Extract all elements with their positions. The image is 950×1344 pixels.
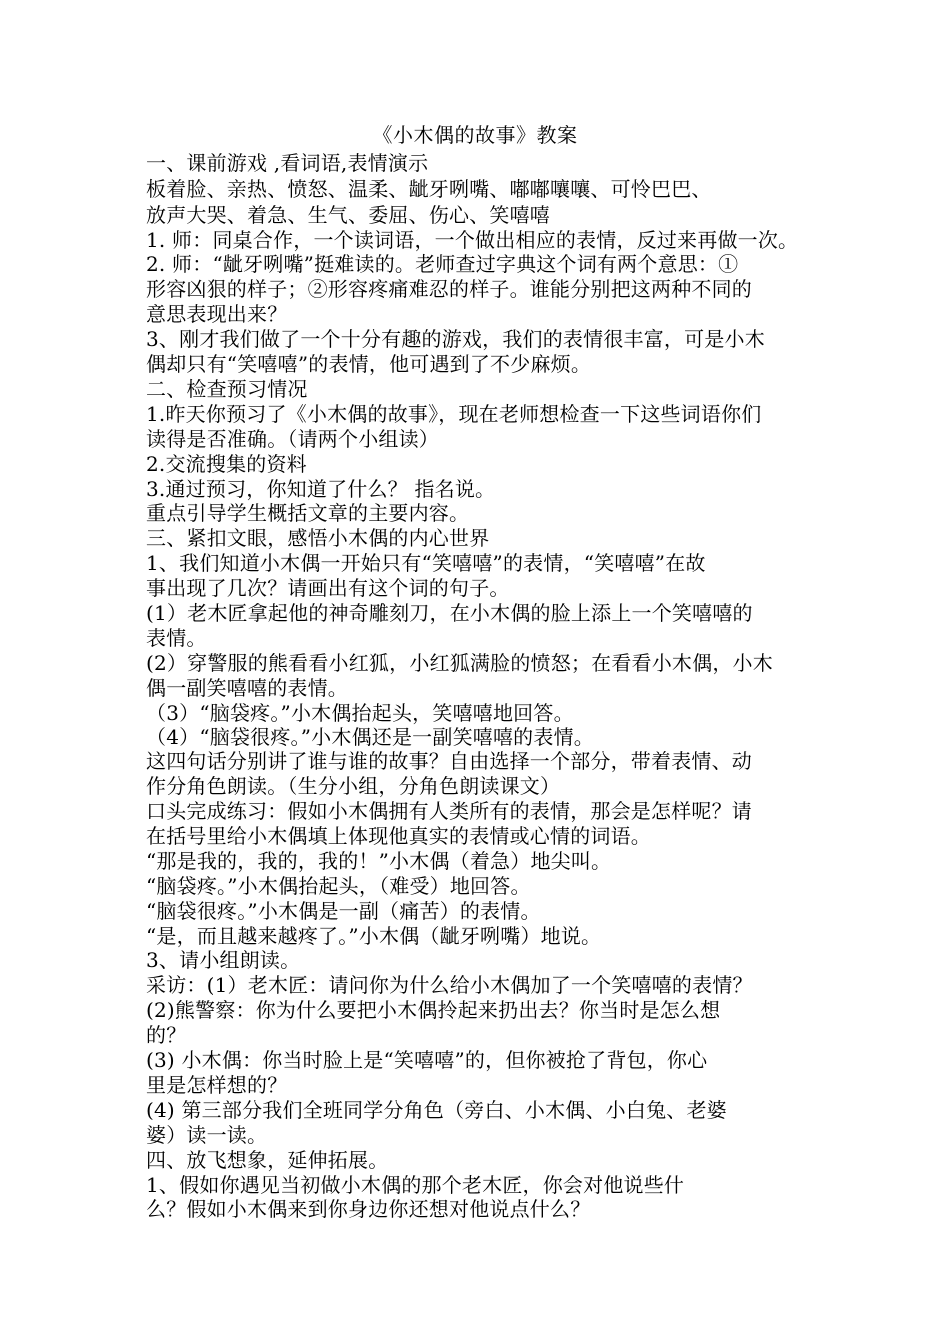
paragraph-line: 3.通过预习，你知道了什么？ 指名说。 [146, 477, 496, 501]
paragraph-line: 偶一副笑嘻嘻的表情。 [146, 676, 348, 700]
paragraph-line: 1、假如你遇见当初做小木偶的那个老木匠，你会对他说些什 [146, 1173, 685, 1197]
paragraph-line: (3) 小木偶：你当时脸上是“笑嘻嘻”的，但你被抢了背包，你心 [146, 1048, 708, 1072]
paragraph-line: 板着脸、亲热、愤怒、温柔、龇牙咧嘴、嘟嘟嚷嚷、可怜巴巴、 [146, 177, 712, 201]
paragraph-line: 读得是否准确。（请两个小组读） [146, 427, 439, 451]
paragraph-line: 表情。 [146, 626, 207, 650]
paragraph-line: (2)熊警察：你为什么要把小木偶拎起来扔出去？你当时是怎么想 [146, 998, 721, 1022]
paragraph-line: 里是怎样想的？ [146, 1073, 288, 1097]
paragraph-line: 么？假如小木偶来到你身边你还想对他说点什么？ [146, 1197, 591, 1221]
paragraph-line: (1）老木匠拿起他的神奇雕刻刀，在小木偶的脸上添上一个笑嘻嘻的 [146, 601, 753, 625]
paragraph-line: “脑袋很疼。”小木偶是一副（痛苦）的表情。 [146, 899, 541, 923]
paragraph-line: 偶却只有“笑嘻嘻”的表情，他可遇到了不少麻烦。 [146, 352, 592, 376]
paragraph-line: 1. 师：同桌合作，一个读词语，一个做出相应的表情，反过来再做一次。 [146, 228, 799, 252]
paragraph-line: 3、刚才我们做了一个十分有趣的游戏，我们的表情很丰富，可是小木 [146, 327, 765, 351]
paragraph-line: 这四句话分别讲了谁与谁的故事？自由选择一个部分，带着表情、动 [146, 749, 752, 773]
paragraph-line: 2. 师：“龇牙咧嘴”挺难读的。老师查过字典这个词有两个意思：① [146, 252, 739, 276]
paragraph-line: 事出现了几次？请画出有这个词的句子。 [146, 576, 510, 600]
paragraph-line: 放声大哭、着急、生气、委屈、伤心、笑嘻嘻 [146, 203, 550, 227]
paragraph-line: “那是我的，我的，我的！”小木偶（着急）地尖叫。 [146, 849, 612, 873]
paragraph-line: 1.昨天你预习了《小木偶的故事》，现在老师想检查一下这些词语你们 [146, 402, 762, 426]
paragraph-line: 口头完成练习：假如小木偶拥有人类所有的表情，那会是怎样呢？请 [146, 799, 752, 823]
paragraph-line: 作分角色朗读。（生分小组，分角色朗读课文） [146, 774, 561, 798]
paragraph-line: 3、请小组朗读。 [146, 948, 301, 972]
paragraph-line: 2.交流搜集的资料 [146, 452, 307, 476]
paragraph-line: 采访：(1）老木匠：请问你为什么给小木偶加了一个笑嘻嘻的表情？ [146, 973, 753, 997]
section-heading-1: 一、课前游戏 ,看词语,表情演示 [146, 151, 429, 175]
section-heading-2: 二、检查预习情况 [146, 377, 308, 401]
paragraph-line: （4）“脑袋很疼。”小木偶还是一副笑嘻嘻的表情。 [146, 725, 594, 749]
paragraph-line: “是，而且越来越疼了。”小木偶（龇牙咧嘴）地说。 [146, 924, 602, 948]
paragraph-line: 重点引导学生概括文章的主要内容。 [146, 501, 470, 525]
document-title: 《小木偶的故事》教案 [372, 123, 578, 147]
paragraph-line: “脑袋疼。”小木偶抬起头，（难受）地回答。 [146, 874, 531, 898]
paragraph-line: 形容凶狠的样子；②形容疼痛难忍的样子。谁能分别把这两种不同的 [146, 277, 752, 301]
section-heading-3: 三、紧扣文眼，感悟小木偶的内心世界 [146, 526, 490, 550]
paragraph-line: 意思表现出来？ [146, 302, 288, 326]
paragraph-line: （3）“脑袋疼。”小木偶抬起头，笑嘻嘻地回答。 [146, 701, 574, 725]
section-heading-4: 四、放飞想象，延伸拓展。 [146, 1148, 389, 1172]
paragraph-line: 的？ [146, 1023, 187, 1047]
paragraph-line: 1、我们知道小木偶一开始只有“笑嘻嘻”的表情，“笑嘻嘻”在故 [146, 551, 706, 575]
paragraph-line: 婆）读一读。 [146, 1123, 268, 1147]
paragraph-line: (4) 第三部分我们全班同学分角色（旁白、小木偶、小白兔、老婆 [146, 1098, 727, 1122]
paragraph-line: (2）穿警服的熊看看小红狐，小红狐满脸的愤怒；在看看小木偶，小木 [146, 651, 773, 675]
paragraph-line: 在括号里给小木偶填上体现他真实的表情或心情的词语。 [146, 824, 651, 848]
